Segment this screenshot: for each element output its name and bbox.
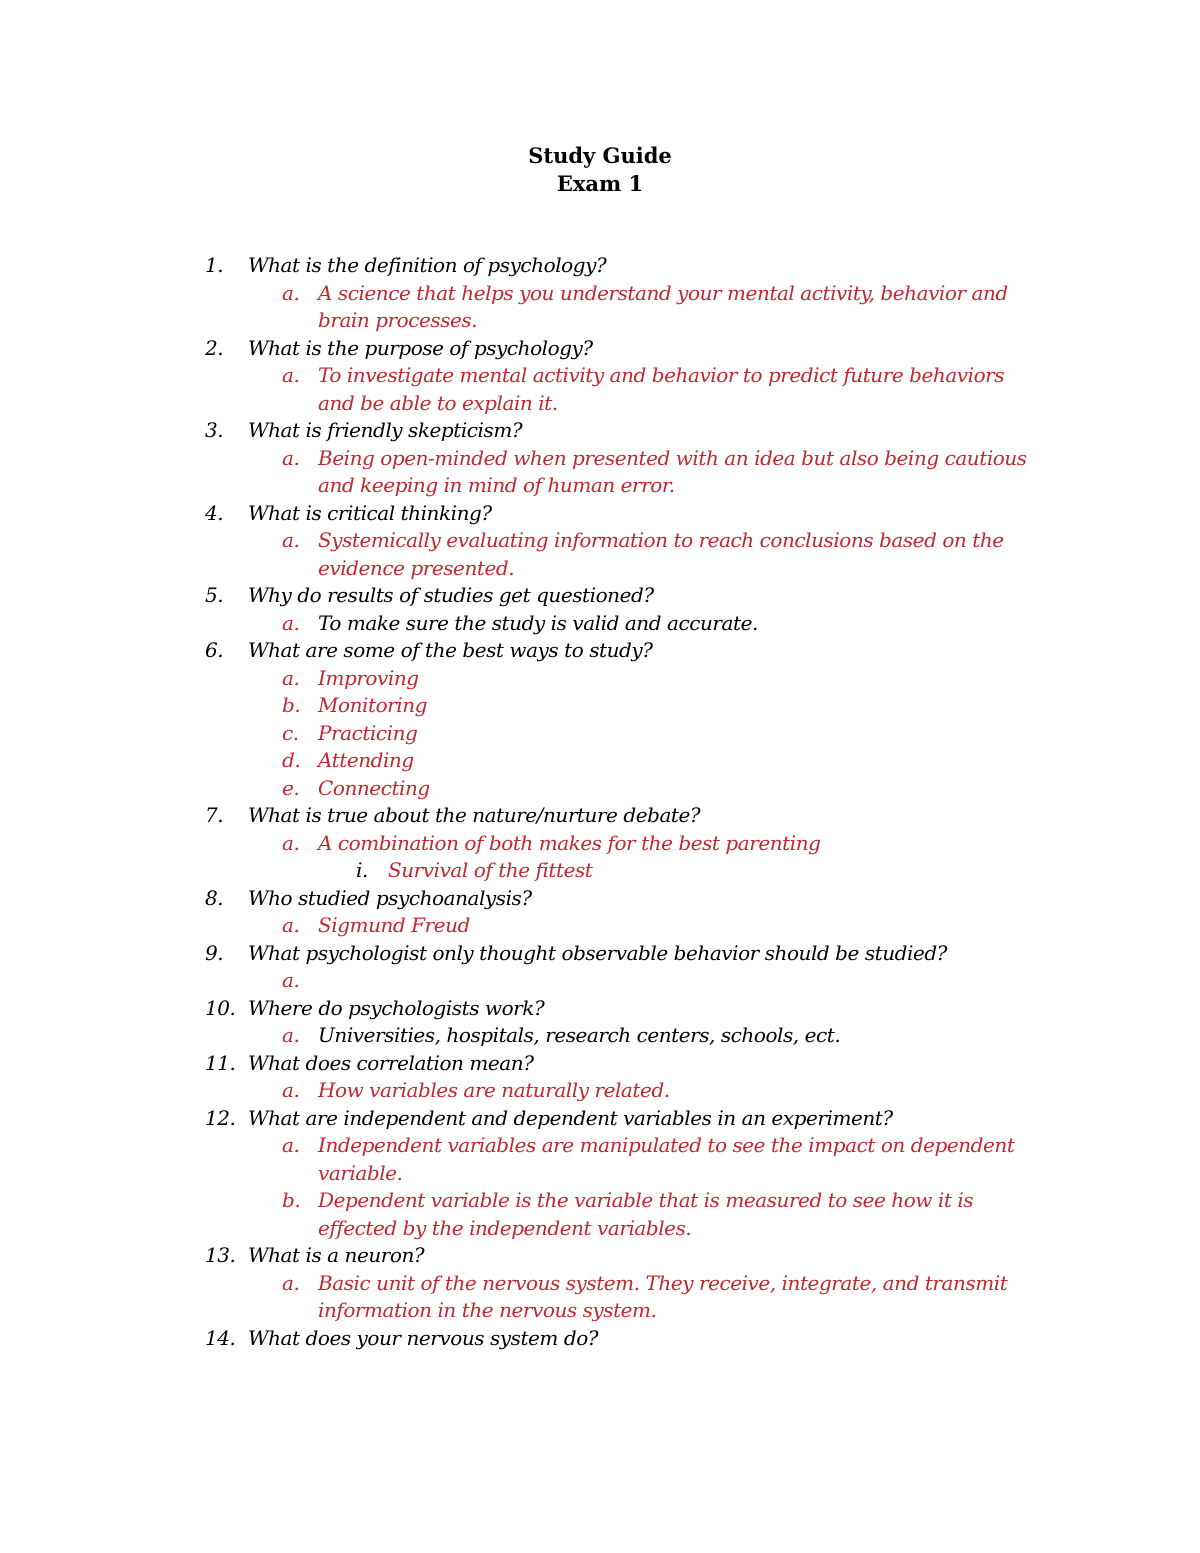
answer-text: Systemically evaluating information to reach conclusions based on the evidence presented. — [318, 528, 1004, 580]
answer-text: To investigate mental activity and behavior to predict future behaviors and be able to explain it. — [318, 363, 1005, 415]
question-number: 8. — [205, 885, 224, 910]
question-number: 3. — [205, 418, 224, 442]
question-text: What is critical thinking? — [248, 500, 492, 525]
answer-text: A science that helps you understand your mental activity, behavior and brain processes. — [318, 280, 1008, 332]
question-7 — [0, 802, 1028, 830]
question-number: 2. — [205, 335, 224, 360]
answer-text: A combination of both makes for the best parenting — [318, 830, 821, 855]
question-number: 1. — [205, 253, 224, 277]
answer-letter: a. — [282, 1133, 300, 1157]
question-text: What is the purpose of psychology? — [248, 335, 593, 360]
answer-text: Being open-minded when presented with an idea but also being cautious and keeping in mind of human error. — [318, 445, 1027, 497]
answer-text: Improving — [318, 665, 419, 690]
question-text: What is a neuron? — [248, 1243, 425, 1267]
answer-item — [0, 692, 1028, 720]
question-8 — [0, 885, 1028, 913]
question-number: 10. — [205, 995, 236, 1020]
question-1 — [0, 252, 1028, 280]
answer-text: Basic unit of the nervous system. They receive, integrate, and transmit information in the nervous system. — [318, 1270, 1008, 1322]
sub-answer-text: Survival of the fittest — [388, 858, 593, 882]
answer-item — [0, 1270, 1028, 1325]
answer-text: Practicing — [318, 720, 418, 745]
answer-item — [0, 1077, 1028, 1105]
answer-letter: e. — [282, 775, 300, 800]
question-number: 6. — [205, 638, 224, 662]
answer-letter: a. — [282, 1078, 300, 1102]
answer-text: Dependent variable is the variable that is measured to see how it is effected by the independent variables. — [318, 1188, 974, 1240]
document-title: Study Guide — [528, 143, 672, 168]
question-3 — [0, 417, 1028, 445]
question-11 — [0, 1050, 1028, 1078]
answer-text: Universities, hospitals, research centers, schools, ect. — [318, 1023, 841, 1047]
answer-item — [0, 445, 1028, 500]
question-4 — [0, 500, 1028, 528]
answer-text: Independent variables are manipulated to see the impact on dependent variable. — [318, 1133, 1015, 1185]
answer-letter: b. — [282, 1188, 301, 1212]
answer-letter: a. — [282, 280, 300, 305]
answer-item — [0, 720, 1028, 748]
question-text: Where do psychologists work? — [248, 995, 545, 1020]
question-text: What does correlation mean? — [248, 1050, 534, 1075]
question-text: Why do results of studies get questioned? — [248, 583, 654, 607]
question-2 — [0, 335, 1028, 363]
question-6 — [0, 637, 1028, 665]
question-number: 14. — [205, 1325, 236, 1350]
answer-text: Sigmund Freud — [318, 913, 470, 937]
question-12 — [0, 1105, 1028, 1133]
answer-item — [0, 830, 1028, 858]
question-number: 9. — [205, 940, 224, 965]
answer-letter: a. — [282, 363, 300, 387]
answer-item — [0, 775, 1028, 803]
answer-item — [0, 527, 1028, 582]
answer-letter: a. — [282, 968, 300, 992]
question-text: What is the definition of psychology? — [248, 253, 607, 277]
answer-item — [0, 912, 1028, 940]
document-header — [0, 142, 1200, 198]
question-text: What is friendly skepticism? — [248, 418, 523, 442]
question-9 — [0, 940, 1028, 968]
question-text: What does your nervous system do? — [248, 1325, 599, 1350]
question-number: 5. — [205, 583, 224, 607]
answer-letter: a. — [282, 1270, 300, 1295]
answer-letter: a. — [282, 528, 300, 552]
question-text: What are independent and dependent variables in an experiment? — [248, 1105, 893, 1130]
question-5 — [0, 582, 1028, 610]
answer-text: How variables are naturally related. — [318, 1078, 670, 1102]
question-number: 13. — [205, 1243, 236, 1267]
question-text: What are some of the best ways to study? — [248, 638, 653, 662]
answer-text: Monitoring — [318, 693, 428, 717]
answer-letter: a. — [282, 913, 300, 937]
question-number: 12. — [205, 1105, 236, 1130]
sub-answer-numeral: i. — [356, 858, 368, 882]
answer-letter: b. — [282, 693, 301, 717]
answer-text: To make sure the study is valid and accurate. — [318, 610, 758, 635]
question-number: 11. — [205, 1050, 236, 1075]
document-subtitle: Exam 1 — [556, 171, 644, 196]
question-text: What psychologist only thought observable behavior should be studied? — [248, 940, 947, 965]
question-text: Who studied psychoanalysis? — [248, 885, 532, 910]
answer-item — [0, 1132, 1028, 1187]
question-list — [0, 252, 1200, 1352]
answer-letter: a. — [282, 665, 300, 690]
answer-letter: a. — [282, 830, 300, 855]
answer-item — [0, 665, 1028, 693]
answer-item — [0, 747, 1028, 775]
answer-letter: a. — [282, 445, 300, 470]
question-number: 7. — [205, 803, 224, 827]
answer-item — [0, 1187, 1028, 1242]
answer-letter: a. — [282, 1023, 300, 1047]
question-text: What is true about the nature/nurture debate? — [248, 803, 701, 827]
answer-letter: c. — [282, 720, 299, 745]
answer-item — [0, 610, 1028, 638]
sub-answer-item — [0, 857, 1028, 885]
answer-text: Connecting — [318, 775, 430, 800]
question-13 — [0, 1242, 1028, 1270]
answer-item — [0, 280, 1028, 335]
answer-text: Attending — [318, 748, 414, 772]
answer-item — [0, 1022, 1028, 1050]
answer-item — [0, 362, 1028, 417]
answer-item — [0, 967, 1028, 995]
question-14 — [0, 1325, 1028, 1353]
question-number: 4. — [205, 500, 224, 525]
question-10 — [0, 995, 1028, 1023]
answer-letter: a. — [282, 610, 300, 635]
answer-letter: d. — [282, 748, 301, 772]
